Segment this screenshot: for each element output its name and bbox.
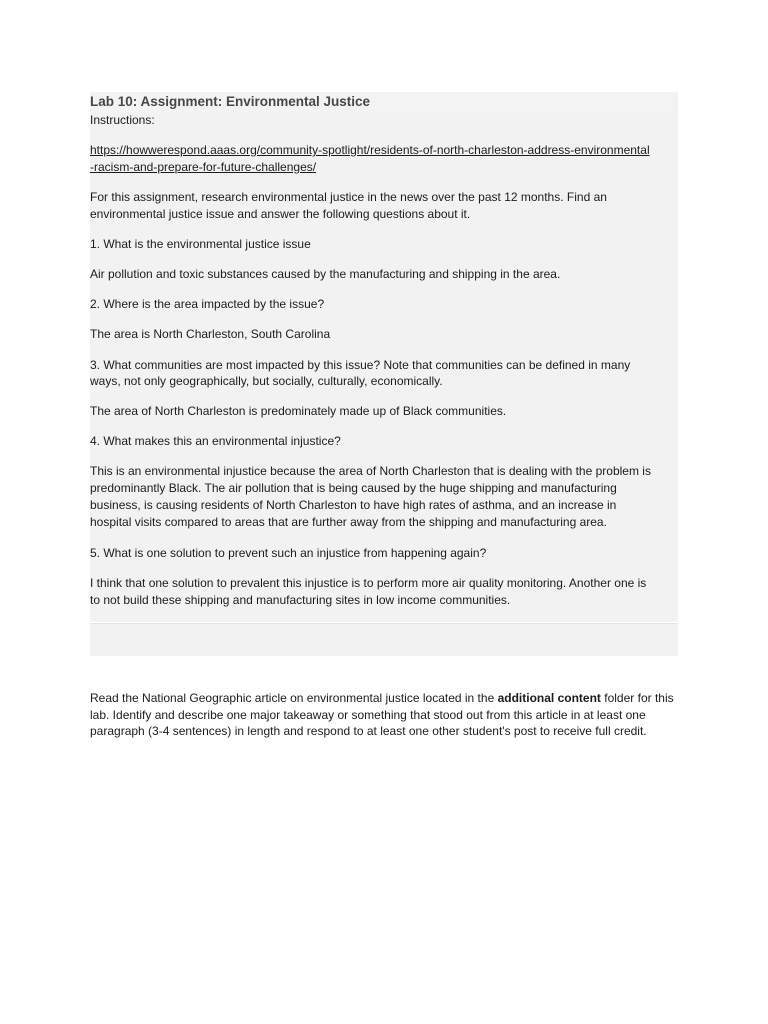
question-3-line2: ways, not only geographically, but socially, culturally, economically. bbox=[90, 374, 443, 388]
question-4: 4. What makes this an environmental injustice? bbox=[90, 434, 341, 448]
question-3-line1: 3. What communities are most impacted by this issue? Note that communities can be defined in many bbox=[90, 358, 631, 372]
paragraph-text-start: Read the National Geographic article on environmental justice located in the bbox=[90, 691, 498, 705]
answer-4-line3: business, is causing residents of North Charleston to have high rates of asthma, and an increase in bbox=[90, 498, 617, 512]
empty-response-bar bbox=[90, 623, 678, 656]
article-link-line2[interactable]: -racism-and-prepare-for-future-challenges/ bbox=[90, 160, 317, 174]
answer-3: The area of North Charleston is predominately made up of Black communities. bbox=[90, 404, 507, 418]
answer-1: Air pollution and toxic substances caused by the manufacturing and shipping in the area. bbox=[90, 267, 561, 281]
intro-line2: environmental justice issue and answer the following questions about it. bbox=[90, 207, 471, 221]
page-title: Lab 10: Assignment: Environmental Justice bbox=[90, 94, 371, 109]
answer-4-line4: hospital visits compared to areas that are further away from the shipping and manufacturing area. bbox=[90, 515, 607, 529]
answer-5-line1: I think that one solution to prevalent this injustice is to perform more air quality monitoring. Another one is bbox=[90, 576, 647, 590]
additional-content-bold: additional content bbox=[497, 691, 601, 705]
additional-content-paragraph bbox=[90, 690, 680, 740]
question-1: 1. What is the environmental justice issue bbox=[90, 237, 311, 251]
paragraph-text-end: folder for this lab. Identify and describe one major takeaway or something that stood out from this article in at least one paragraph (3-4 sentences) in length and respond to at least one other student's post to receive full credit. bbox=[90, 691, 674, 738]
intro-line1: For this assignment, research environmental justice in the news over the past 12 months. Find an bbox=[90, 190, 607, 204]
article-link-line1[interactable]: https://howwerespond.aaas.org/community-spotlight/residents-of-north-charleston-address-environmental bbox=[90, 143, 650, 157]
instructions-label: Instructions: bbox=[90, 113, 155, 127]
answer-2: The area is North Charleston, South Carolina bbox=[90, 327, 331, 341]
answer-5-line2: to not build these shipping and manufacturing sites in low income communities. bbox=[90, 593, 511, 607]
question-5: 5. What is one solution to prevent such an injustice from happening again? bbox=[90, 546, 487, 560]
answer-4-line1: This is an environmental injustice because the area of North Charleston that is dealing with the problem is bbox=[90, 464, 651, 478]
answer-4-line2: predominantly Black. The air pollution that is being caused by the huge shipping and manufacturing bbox=[90, 481, 617, 495]
question-2: 2. Where is the area impacted by the issue? bbox=[90, 297, 325, 311]
